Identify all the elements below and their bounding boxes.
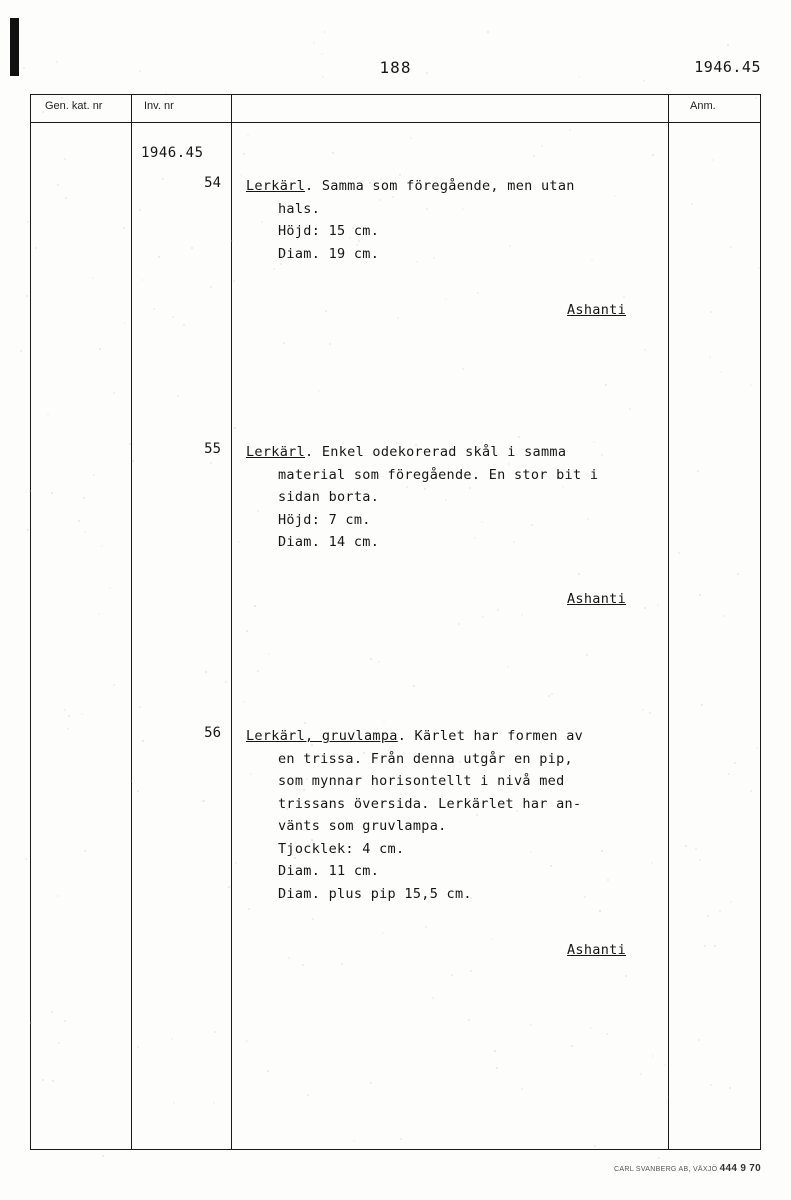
printer-name: CARL SVANBERG AB, VÄXJÖ — [614, 1166, 718, 1173]
entry-line: material som föregående. En stor bit i — [278, 466, 599, 483]
entry-description — [246, 441, 666, 610]
entry-line: som mynnar horisontellt i nivå med — [278, 773, 565, 789]
column-divider-1 — [131, 95, 132, 1149]
entry-line: trissans översida. Lerkärlet har an- — [278, 795, 582, 812]
entry-line: Höjd: 7 cm. — [278, 511, 371, 528]
table-body — [31, 123, 760, 1149]
column-header-anm: Anm. — [690, 100, 716, 112]
printer-code: 444 9 70 — [719, 1163, 761, 1174]
entry-line: hals. — [278, 200, 321, 217]
inventory-number: 55 — [204, 441, 221, 457]
column-divider-2 — [231, 95, 232, 1149]
accession-group-label: 1946.45 — [141, 145, 204, 161]
printer-imprint — [614, 1163, 761, 1174]
entry-origin: Ashanti — [567, 942, 626, 958]
entry-line: Diam. 11 cm. — [278, 863, 380, 879]
entry-first-line: . Samma som föregående, men utan — [305, 178, 575, 194]
entry-line: sidan borta. — [278, 489, 380, 505]
entry-origin: Ashanti — [567, 302, 626, 318]
inventory-number: 54 — [204, 175, 221, 191]
column-divider-3 — [668, 95, 669, 1149]
entry-description — [246, 725, 666, 962]
page-header — [0, 58, 791, 88]
catalog-table — [30, 94, 761, 1150]
entry-first-line: . Enkel odekorerad skål i samma — [305, 444, 567, 460]
column-header-inv: Inv. nr — [144, 100, 174, 112]
entry-origin: Ashanti — [567, 590, 626, 607]
header-divider — [31, 122, 760, 123]
column-header-gen-kat: Gen. kat. nr — [45, 100, 103, 112]
entry-line: Tjocklek: 4 cm. — [278, 840, 405, 857]
page-number: 188 — [379, 58, 412, 77]
entry-line: en trissa. Från denna utgår en pip, — [278, 750, 573, 767]
entry-first-line: . Kärlet har formen av — [397, 728, 584, 744]
entry-description — [246, 175, 666, 322]
entry-title: Lerkärl, gruvlampa — [246, 728, 398, 744]
entry-title: Lerkärl — [246, 444, 305, 460]
inventory-number: 56 — [204, 725, 221, 741]
entry-line: Diam. 19 cm. — [278, 245, 380, 262]
entry-title: Lerkärl — [246, 178, 305, 194]
entry-line: Höjd: 15 cm. — [278, 223, 380, 239]
entry-line: Diam. 14 cm. — [278, 534, 380, 550]
entry-line: vänts som gruvlampa. — [278, 818, 447, 834]
entry-line: Diam. plus pip 15,5 cm. — [278, 885, 472, 902]
accession-number-header: 1946.45 — [694, 58, 761, 76]
